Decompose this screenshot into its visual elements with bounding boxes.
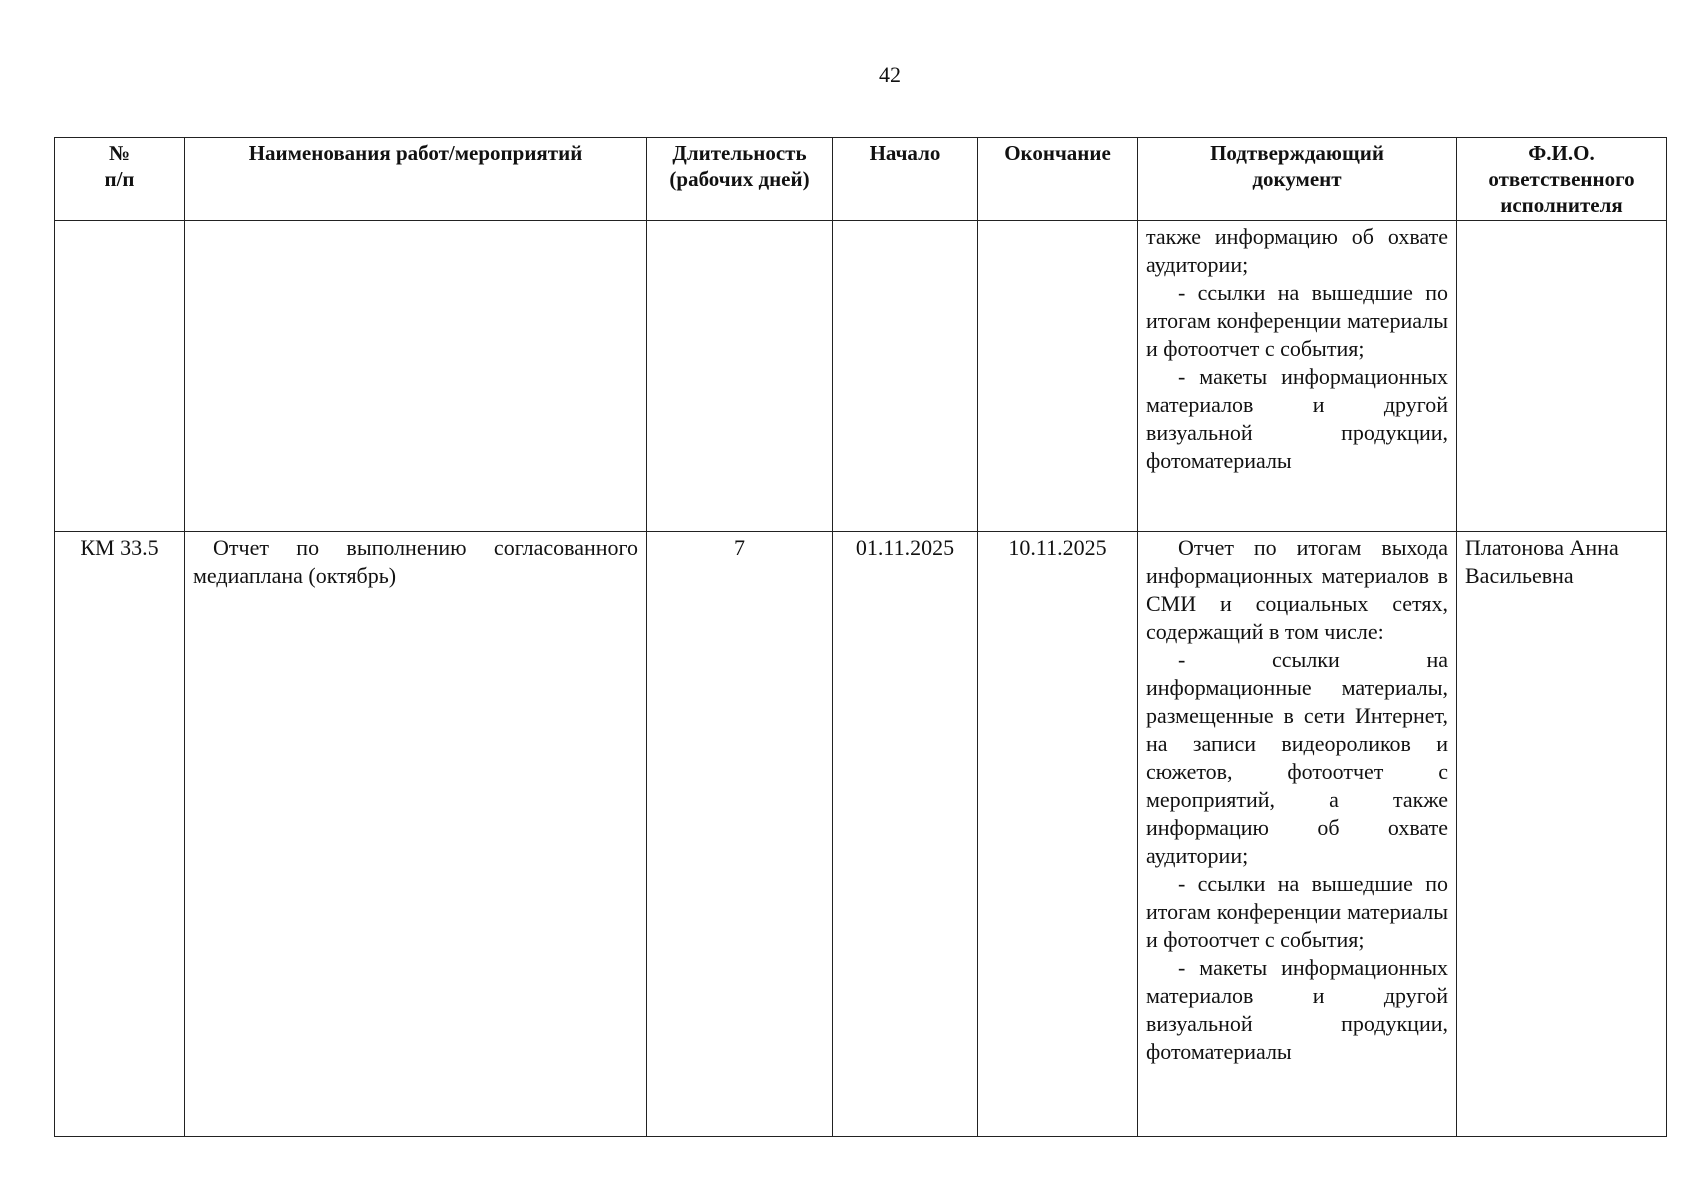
cell-responsible xyxy=(1457,532,1667,1137)
header-number-line-2: п/п xyxy=(104,167,135,191)
header-duration-line-2: (рабочих дней) xyxy=(669,167,810,191)
header-number xyxy=(55,138,185,221)
table-row-km-33-5 xyxy=(55,532,1667,1137)
header-start: Начало xyxy=(833,138,978,221)
doc-paragraph: - ссылки на вышедшие по итогам конференции материалы и фотоотчет с события; xyxy=(1146,871,1448,952)
header-end: Окончание xyxy=(978,138,1138,221)
header-work-name: Наименования работ/мероприятий xyxy=(185,138,647,221)
header-document xyxy=(1138,138,1457,221)
cell-empty xyxy=(833,221,978,532)
header-duration-line-1: Длительность xyxy=(672,141,807,165)
cell-empty xyxy=(55,221,185,532)
header-responsible-line-1: Ф.И.О. xyxy=(1528,141,1595,165)
doc-paragraph: - ссылки на информационные материалы, размещенные в сети Интернет, на записи видеороликов и сюжетов, фотоотчет с мероприятий, а также информацию об охвате аудитории; xyxy=(1146,647,1448,868)
cell-empty xyxy=(978,221,1138,532)
cell-start-date: 01.11.2025 xyxy=(833,532,978,1137)
doc-paragraph: - макеты информационных материалов и другой визуальной продукции, фотоматериалы xyxy=(1146,364,1448,473)
responsible-line-1: Платонова Анна xyxy=(1465,535,1619,560)
header-responsible xyxy=(1457,138,1667,221)
doc-paragraph: - макеты информационных материалов и другой визуальной продукции, фотоматериалы xyxy=(1146,955,1448,1064)
page-number: 42 xyxy=(879,62,901,87)
cell-duration: 7 xyxy=(647,532,833,1137)
header-duration xyxy=(647,138,833,221)
cell-empty xyxy=(647,221,833,532)
table-row-continued xyxy=(55,221,1667,532)
cell-number: КМ 33.5 xyxy=(55,532,185,1137)
header-document-line-1: Подтверждающий xyxy=(1210,141,1384,165)
doc-paragraph: Отчет по итогам выхода информационных материалов в СМИ и социальных сетях, содержащий в том числе: xyxy=(1146,535,1448,644)
table-header-row xyxy=(55,138,1667,221)
work-plan-table xyxy=(54,137,1667,1137)
doc-paragraph: также информацию об охвате аудитории; xyxy=(1146,224,1448,277)
cell-document-continued xyxy=(1138,221,1457,532)
header-number-line-1: № xyxy=(108,141,131,165)
header-responsible-line-3: исполнителя xyxy=(1500,193,1623,217)
cell-document xyxy=(1138,532,1457,1137)
cell-empty xyxy=(1457,221,1667,532)
responsible-line-2: Васильевна xyxy=(1465,563,1574,588)
cell-work-name: Отчет по выполнению согласованного медиаплана (октябрь) xyxy=(185,532,647,1137)
cell-end-date: 10.11.2025 xyxy=(978,532,1138,1137)
header-responsible-line-2: ответственного xyxy=(1488,167,1635,191)
header-document-line-2: документ xyxy=(1252,167,1342,191)
doc-paragraph: - ссылки на вышедшие по итогам конференции материалы и фотоотчет с события; xyxy=(1146,280,1448,361)
cell-empty xyxy=(185,221,647,532)
